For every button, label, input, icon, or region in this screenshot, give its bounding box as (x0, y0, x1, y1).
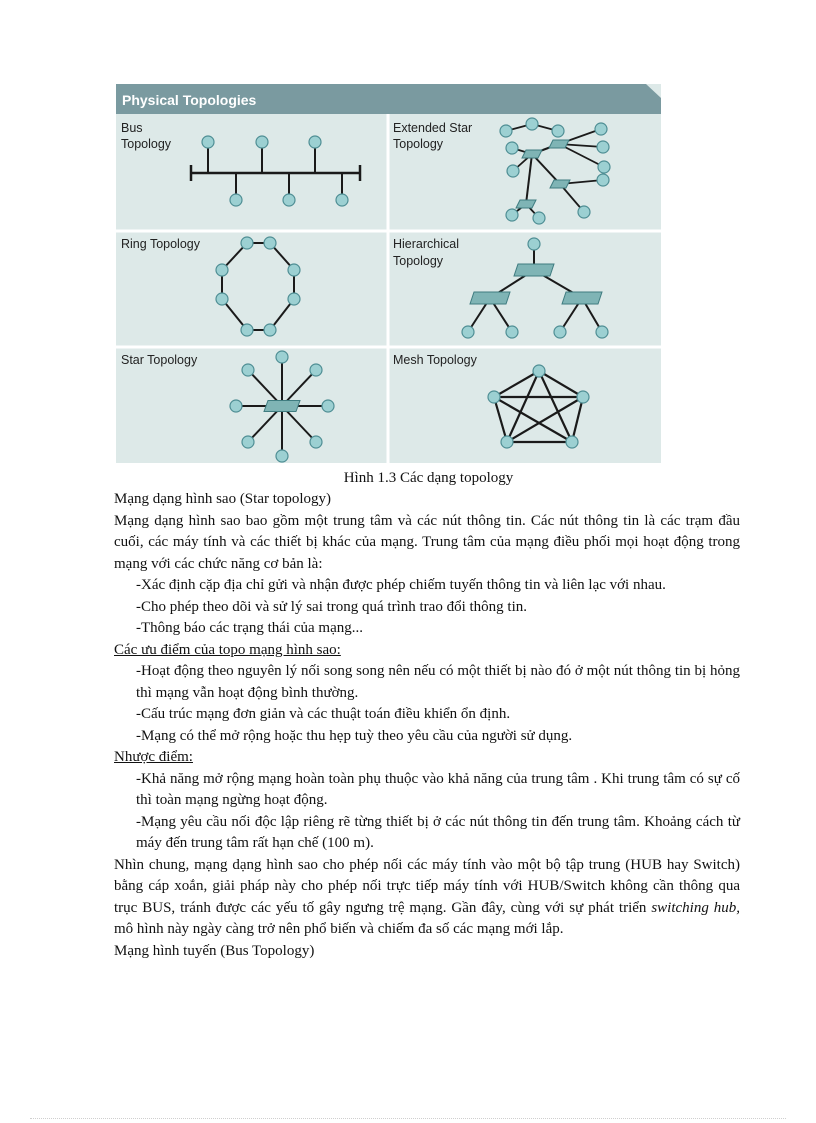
mesh-label: Mesh Topology (393, 353, 477, 367)
hierarchical-label-line2: Topology (393, 254, 444, 268)
bus-node-top-1 (202, 136, 214, 148)
ring-label: Ring Topology (121, 237, 200, 251)
star-node-1 (276, 351, 288, 363)
topology-figure (116, 84, 661, 463)
extstar-node-top (526, 118, 538, 130)
extstar-switch-right (549, 140, 569, 148)
extstar-node-1-1 (597, 141, 609, 153)
mesh-node-5 (488, 391, 500, 403)
body-text (114, 489, 740, 962)
heading-advantages: Các ưu điểm của topo mạng hình sao: (114, 641, 341, 658)
hierarchical-label-line1: Hierarchical (393, 237, 459, 251)
page-footer-rule (30, 1118, 786, 1119)
hier-switch-right (562, 292, 602, 304)
extended-star-label-line1: Extended Star (393, 121, 473, 135)
hier-switch-left (470, 292, 510, 304)
hier-switch-top (514, 264, 554, 276)
paragraph-summary (114, 855, 740, 941)
extstar-node-2-0 (597, 174, 609, 186)
bus-node-bottom-2 (283, 194, 295, 206)
extstar-node-1-0 (595, 123, 607, 135)
bus-label-line1: Bus (121, 121, 143, 135)
bus-node-top-3 (309, 136, 321, 148)
extstar-node-4-1 (507, 165, 519, 177)
star-node-4 (310, 436, 322, 448)
bus-node-bottom-1 (230, 194, 242, 206)
heading-bus-topology: Mạng hình tuyến (Bus Topology) (114, 942, 315, 959)
bus-node-top-2 (256, 136, 268, 148)
mesh-node-4 (501, 436, 513, 448)
ring-node-7 (216, 293, 228, 305)
ring-node-3 (288, 264, 300, 276)
paragraph-star-description: Mạng dạng hình sao bao gồm một trung tâm và các nút thông tin. Các nút thông tin là các trạm đầu cuối, các máy tính và các thiết bị khác của mạng. Trung tâm của mạng điều phối mọi hoạt động trong mạng với các chức năng cơ bản là: (114, 512, 740, 572)
advantage-item-1: -Hoạt động theo nguyên lý nối song song nên nếu có một thiết bị nào đó ở một nút thông tin bị hỏng thì mạng vẫn hoạt động bình thường. (136, 663, 740, 701)
extstar-switch-bottom (516, 200, 536, 208)
summary-emphasis: switching hub, (651, 899, 740, 916)
star-node-6 (242, 436, 254, 448)
summary-text-part2: mô hình này ngày càng trở nên phổ biến và chiếm đa số các mạng mới lắp. (114, 921, 564, 937)
bus-node-bottom-3 (336, 194, 348, 206)
mesh-node-2 (577, 391, 589, 403)
star-label: Star Topology (121, 353, 198, 367)
heading-disadvantages: Nhược điểm: (114, 749, 193, 765)
diagram-header-title: Physical Topologies (122, 92, 257, 108)
mesh-node-3 (566, 436, 578, 448)
extstar-node-3-1 (533, 212, 545, 224)
figure-caption: Hình 1.3 Các dạng topology (343, 470, 514, 486)
hier-root-node (528, 238, 540, 250)
function-item-3: -Thông báo các trạng thái của mạng... (136, 620, 363, 636)
star-switch-center (264, 401, 300, 412)
bus-label-line2: Topology (121, 137, 172, 151)
advantage-item-3: -Mạng có thể mở rộng hoặc thu hẹp tuỳ theo yêu cầu của người sử dụng. (136, 727, 573, 744)
star-node-2 (310, 364, 322, 376)
star-node-5 (276, 450, 288, 462)
ring-node-6 (241, 324, 253, 336)
hier-leaf-node-2 (506, 326, 518, 338)
summary-text-part1: Nhìn chung, mạng dạng hình sao cho phép nối các máy tính vào một bộ tập trung (HUB hay Switch) bằng cáp xoắn, giải pháp này cho phép nối trực tiếp máy tính với HUB/Switch không cần thông qua trục BUS, tránh được các yếu tố gây ngưng trệ mạng. Gần đây, cùng với sự phát triển (114, 856, 740, 916)
extended-star-label-line2: Topology (393, 137, 444, 151)
function-item-2: -Cho phép theo dõi và sử lý sai trong quá trình trao đổi thông tin. (136, 598, 527, 615)
ring-node-4 (288, 293, 300, 305)
function-item-1: -Xác định cặp địa chỉ gửi và nhận được phép chiếm tuyến thông tin và liên lạc với nhau. (136, 577, 666, 593)
extstar-node-1-2 (598, 161, 610, 173)
extstar-node-0-1 (500, 125, 512, 137)
star-node-3 (322, 400, 334, 412)
extstar-switch-center (522, 150, 542, 158)
hier-leaf-node-3 (554, 326, 566, 338)
extstar-switch-lower-right (550, 180, 570, 188)
advantage-item-2: -Cấu trúc mạng đơn giản và các thuật toán điều khiển ổn định. (136, 706, 511, 722)
mesh-node-1 (533, 365, 545, 377)
extstar-node-0-2 (552, 125, 564, 137)
star-node-8 (242, 364, 254, 376)
topology-diagram (116, 84, 661, 463)
disadvantage-item-1: -Khả năng mở rộng mạng hoàn toàn phụ thuộc vào khả năng của trung tâm . Khi trung tâm có sự cố thì toàn mạng ngừng hoạt động. (136, 770, 740, 808)
extstar-node-3-0 (506, 209, 518, 221)
extstar-node-4-0 (506, 142, 518, 154)
ring-node-1 (241, 237, 253, 249)
star-node-7 (230, 400, 242, 412)
hier-leaf-node-1 (462, 326, 474, 338)
extstar-node-2-1 (578, 206, 590, 218)
ring-node-2 (264, 237, 276, 249)
ring-node-8 (216, 264, 228, 276)
hier-leaf-node-4 (596, 326, 608, 338)
heading-star-topology: Mạng dạng hình sao (Star topology) (114, 491, 332, 507)
ring-node-5 (264, 324, 276, 336)
disadvantage-item-2: -Mạng yêu cầu nối độc lập riêng rẽ từng thiết bị ở các nút thông tin đến trung tâm. Khoảng cách từ máy đến trung tâm rất hạn chế (100 m). (136, 813, 740, 851)
